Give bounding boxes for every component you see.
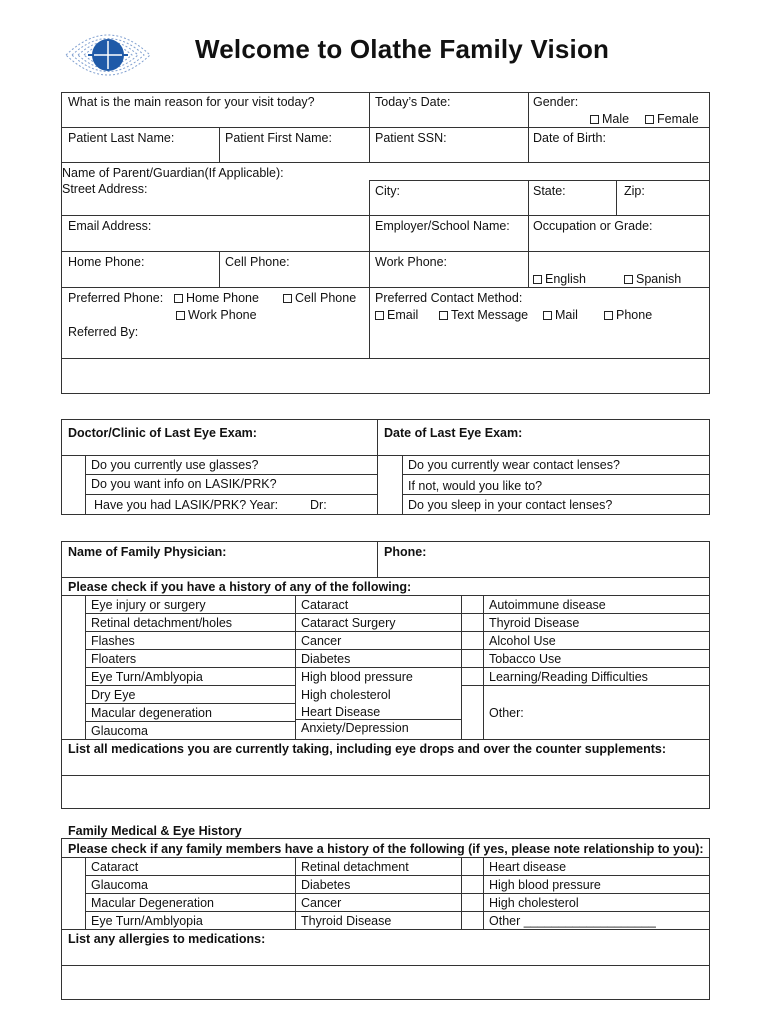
history-condition-item: Glaucoma xyxy=(91,724,148,738)
medications-label: List all medications you are currently taking, including eye drops and over the counter supplements: xyxy=(68,742,667,756)
family-condition-item: Diabetes xyxy=(301,878,351,892)
history-condition-item: High blood pressure xyxy=(301,670,413,684)
history-heading: Please check if you have a history of any of the following: xyxy=(68,580,412,594)
history-condition-item: High cholesterol xyxy=(301,688,391,702)
history-condition-item: Cancer xyxy=(301,634,342,648)
contact-email-checkbox[interactable] xyxy=(375,311,384,320)
language-english-label: English xyxy=(545,272,586,286)
history-condition-item: Floaters xyxy=(91,652,137,666)
contact-text-label: Text Message xyxy=(451,308,529,322)
dob-label: Date of Birth: xyxy=(533,131,606,145)
contact-method-label: Preferred Contact Method: xyxy=(375,291,523,305)
language-english-checkbox[interactable] xyxy=(533,275,542,284)
family-condition-item: Cancer xyxy=(301,896,342,910)
last-exam-doctor-label: Doctor/Clinic of Last Eye Exam: xyxy=(68,426,257,440)
family-physician-label: Name of Family Physician: xyxy=(68,545,227,559)
referred-by-label: Referred By: xyxy=(68,325,139,339)
family-condition-item: Macular Degeneration xyxy=(91,896,214,910)
guardian-label: Name of Parent/Guardian(If Applicable): xyxy=(62,166,284,180)
history-condition-item: Diabetes xyxy=(301,652,351,666)
allergies-label: List any allergies to medications: xyxy=(68,932,266,946)
contact-mail-checkbox[interactable] xyxy=(543,311,552,320)
family-history-title: Family Medical & Eye History xyxy=(68,824,242,838)
pref-cell-phone-checkbox[interactable] xyxy=(283,294,292,303)
family-condition-item: Retinal detachment xyxy=(301,860,409,874)
first-name-label: Patient First Name: xyxy=(225,131,332,145)
history-condition-item: Dry Eye xyxy=(91,688,136,702)
history-condition-item: Thyroid Disease xyxy=(489,616,580,630)
physician-phone-label: Phone: xyxy=(384,545,427,559)
work-phone-label: Work Phone: xyxy=(375,255,448,269)
pref-cell-phone-label: Cell Phone xyxy=(295,291,357,305)
glasses-question: Do you currently use glasses? xyxy=(91,458,259,472)
zip-label: Zip: xyxy=(624,184,645,198)
city-label: City: xyxy=(375,184,400,198)
contact-mail-label: Mail xyxy=(555,308,578,322)
contact-phone-checkbox[interactable] xyxy=(604,311,613,320)
family-condition-item: Glaucoma xyxy=(91,878,148,892)
last-name-label: Patient Last Name: xyxy=(68,131,175,145)
gender-female-label: Female xyxy=(657,112,699,126)
contact-email-label: Email xyxy=(387,308,419,322)
family-condition-item: Heart disease xyxy=(489,860,567,874)
family-condition-item: Thyroid Disease xyxy=(301,914,392,928)
gender-male-label: Male xyxy=(602,112,630,126)
gender-label: Gender: xyxy=(533,95,579,109)
language-spanish-checkbox[interactable] xyxy=(624,275,633,284)
history-condition-item: Cataract xyxy=(301,598,349,612)
pref-work-phone-label: Work Phone xyxy=(188,308,257,322)
history-condition-item: Retinal detachment/holes xyxy=(91,616,233,630)
clinic-logo xyxy=(58,20,158,90)
reason-label: What is the main reason for your visit today? xyxy=(68,95,315,109)
history-condition-item: Anxiety/Depression xyxy=(301,721,409,735)
page-title: Welcome to Olathe Family Vision xyxy=(195,34,610,64)
lasik-dr-label: Dr: xyxy=(310,498,327,512)
contact-phone-label: Phone xyxy=(616,308,653,322)
history-condition-item: Eye Turn/Amblyopia xyxy=(91,670,203,684)
family-condition-item: High blood pressure xyxy=(489,878,601,892)
occupation-label: Occupation or Grade: xyxy=(533,219,653,233)
history-condition-item: Flashes xyxy=(91,634,135,648)
history-condition-item: Tobacco Use xyxy=(489,652,562,666)
pref-home-phone-checkbox[interactable] xyxy=(174,294,183,303)
lasik-info-question: Do you want info on LASIK/PRK? xyxy=(91,477,277,491)
history-condition-item: Cataract Surgery xyxy=(301,616,396,630)
ssn-label: Patient SSN: xyxy=(375,131,447,145)
history-condition-item: Heart Disease xyxy=(301,705,381,719)
contact-text-checkbox[interactable] xyxy=(439,311,448,320)
lasik-had-question: Have you had LASIK/PRK? Year: xyxy=(94,498,279,512)
street-label: Street Address: xyxy=(62,182,148,196)
history-condition-item: Learning/Reading Difficulties xyxy=(489,670,648,684)
cell-phone-label: Cell Phone: xyxy=(225,255,290,269)
family-condition-item: High cholesterol xyxy=(489,896,579,910)
home-phone-label: Home Phone: xyxy=(68,255,145,269)
contacts-like-question: If not, would you like to? xyxy=(408,479,543,493)
employer-label: Employer/School Name: xyxy=(375,219,510,233)
preferred-phone-label: Preferred Phone: xyxy=(68,291,164,305)
family-condition-item: Eye Turn/Amblyopia xyxy=(91,914,203,928)
history-condition-item: Macular degeneration xyxy=(91,706,212,720)
pref-work-phone-checkbox[interactable] xyxy=(176,311,185,320)
eye-logo-icon xyxy=(58,20,158,90)
history-condition-item: Autoimmune disease xyxy=(489,598,606,612)
todays-date-label: Today’s Date: xyxy=(375,95,451,109)
language-spanish-label: Spanish xyxy=(636,272,682,286)
history-condition-item: Alcohol Use xyxy=(489,634,556,648)
pref-home-phone-label: Home Phone xyxy=(186,291,259,305)
state-label: State: xyxy=(533,184,566,198)
gender-male-checkbox[interactable] xyxy=(590,115,599,124)
last-exam-date-label: Date of Last Eye Exam: xyxy=(384,426,523,440)
gender-female-checkbox[interactable] xyxy=(645,115,654,124)
contacts-question: Do you currently wear contact lenses? xyxy=(408,458,620,472)
family-condition-item: Cataract xyxy=(91,860,139,874)
family-condition-item: Other ___________________ xyxy=(489,914,656,928)
history-other-label: Other: xyxy=(489,706,524,720)
history-condition-item: Eye injury or surgery xyxy=(91,598,206,612)
contacts-sleep-question: Do you sleep in your contact lenses? xyxy=(408,498,613,512)
family-history-heading: Please check if any family members have a history of the following (if yes, please note relationship to you): xyxy=(68,842,704,856)
email-label: Email Address: xyxy=(68,219,152,233)
